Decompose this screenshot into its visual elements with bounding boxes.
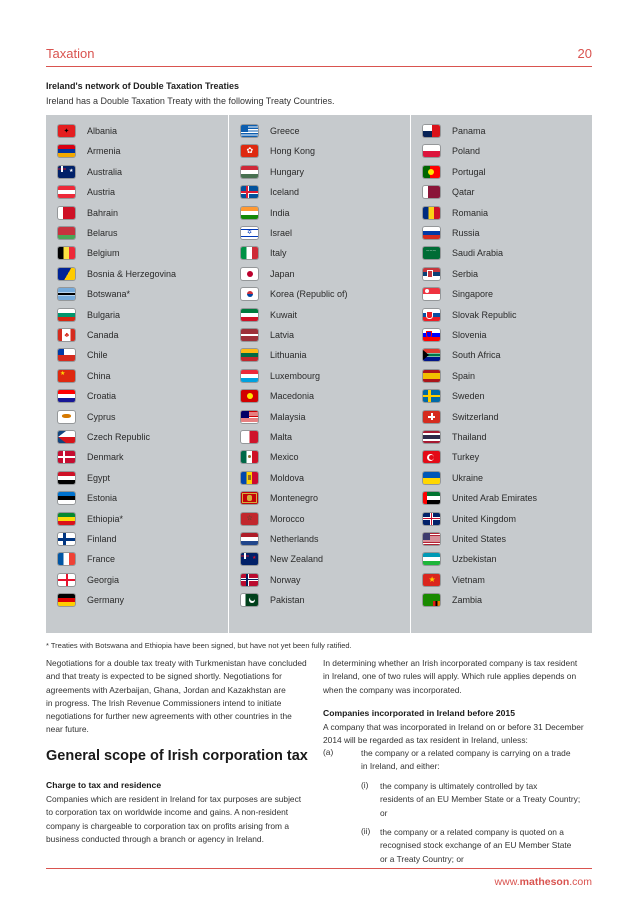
country-name: Montenegro (270, 493, 319, 504)
country-name: Uzbekistan (452, 554, 497, 565)
vietnam-flag-icon: ★ (423, 574, 440, 586)
country-name: Finland (87, 534, 117, 544)
treaty-country-row (229, 223, 411, 243)
ethiopia-flag-icon (58, 513, 75, 525)
mexico-flag-icon (241, 451, 258, 463)
treaty-country-row (229, 468, 411, 488)
botswana-flag-icon (58, 288, 75, 300)
country-name: Latvia (270, 330, 295, 340)
treaty-country-row (411, 121, 593, 141)
treaty-country-row (46, 570, 228, 590)
treaty-column (410, 115, 593, 633)
treaty-country-row (229, 162, 411, 182)
country-name: Hungary (270, 166, 305, 177)
treaty-country-row (411, 570, 593, 590)
pakistan-flag-icon (241, 594, 258, 606)
austria-flag-icon (58, 186, 75, 198)
australia-flag-icon: ★ (58, 166, 75, 178)
country-name: Canada (87, 330, 119, 340)
country-name: Slovenia (452, 330, 487, 340)
treaty-country-row (46, 488, 228, 508)
page-number: 20 (577, 46, 592, 61)
companies-before-2015-subheading: Companies incorporated in Ireland before 2015 (323, 708, 515, 718)
treaty-country-row (46, 325, 228, 345)
country-name: Greece (270, 126, 300, 136)
negotiations-line: Negotiations for a double tax treaty with Turkmenistan have concluded (46, 658, 307, 668)
negotiations-line: and that treaty is expected to be signed shortly. Negotiations for (46, 671, 282, 682)
bulgaria-flag-icon (58, 309, 75, 321)
treaty-country-row (46, 182, 228, 202)
treaty-country-row (229, 141, 411, 161)
treaty-country-row (229, 407, 411, 427)
treaty-country-row (229, 305, 411, 325)
macedonia-flag-icon (241, 390, 258, 402)
treaty-country-row (411, 468, 593, 488)
treaty-country-row (229, 529, 411, 549)
country-name: Turkey (452, 452, 480, 463)
estonia-flag-icon (58, 492, 75, 504)
item-a-label: (a) (323, 747, 334, 757)
treaty-country-row (411, 284, 593, 304)
treaty-country-row (46, 345, 228, 365)
treaty-country-row (46, 529, 228, 549)
treaty-country-row (229, 427, 411, 447)
czech-flag-icon (58, 431, 75, 443)
country-name: Armenia (87, 146, 121, 157)
treaty-country-row (411, 529, 593, 549)
pre-2015-rule-paragraph (323, 721, 593, 748)
greece-flag-icon (241, 125, 258, 137)
country-name: Malta (270, 432, 293, 442)
treaty-country-row (411, 264, 593, 284)
country-name: Serbia (452, 268, 479, 279)
treaty-country-row (229, 345, 411, 365)
negotiations-line: near future. (46, 724, 89, 735)
country-name: Croatia (87, 391, 117, 402)
qatar-flag-icon (423, 186, 440, 198)
treaty-country-row (411, 447, 593, 467)
treaty-country-row (229, 121, 411, 141)
hong-kong-flag-icon: ✿ (241, 145, 258, 157)
country-name: Switzerland (452, 411, 499, 422)
treaty-country-row (229, 509, 411, 529)
slovakia-flag-icon (423, 309, 440, 321)
country-name: South Africa (452, 350, 501, 361)
treaty-country-row (411, 182, 593, 202)
treaty-country-row (46, 509, 228, 529)
country-name: Qatar (452, 187, 475, 198)
usa-flag-icon (423, 533, 440, 545)
thailand-flag-icon (423, 431, 440, 443)
finland-flag-icon (58, 533, 75, 545)
country-name: Vietnam (452, 574, 485, 585)
switzerland-flag-icon (423, 411, 440, 423)
determining-line: in Ireland, one of two rules will apply. Which rule applies depends on (323, 671, 577, 682)
treaty-column (228, 115, 411, 633)
moldova-flag-icon (241, 472, 258, 484)
romania-flag-icon (423, 207, 440, 219)
country-name: Bulgaria (87, 309, 121, 320)
iceland-flag-icon (241, 186, 258, 198)
cyprus-flag-icon (58, 411, 75, 423)
determining-line: when the company was incorporated. (323, 684, 462, 695)
treaty-country-row (229, 203, 411, 223)
header-section-title: Taxation (46, 46, 95, 61)
country-name: Malaysia (270, 411, 306, 422)
poland-flag-icon (423, 145, 440, 157)
negotiations-line: in progress. The Irish Revenue Commissioners intend to initiate (46, 697, 282, 708)
country-name: Australia (87, 166, 123, 177)
country-name: Czech Republic (87, 432, 151, 442)
italy-flag-icon (241, 247, 258, 259)
residence-paragraph (46, 793, 308, 846)
country-name: Hong Kong (270, 146, 316, 157)
treaty-country-row (229, 488, 411, 508)
india-flag-icon (241, 207, 258, 219)
country-name: Moldova (270, 472, 305, 483)
treaty-country-row (229, 366, 411, 386)
treaty-country-row (46, 305, 228, 325)
treaty-country-row (46, 162, 228, 182)
treaty-country-row (46, 407, 228, 427)
determining-line: In determining whether an Irish incorporated company is tax resident (323, 658, 578, 668)
country-name: United Arab Emirates (452, 493, 538, 504)
treaty-country-row (46, 284, 228, 304)
luxembourg-flag-icon (241, 370, 258, 382)
china-flag-icon: ★ (58, 370, 75, 382)
general-scope-heading: General scope of Irish corporation tax (46, 748, 308, 764)
treaty-country-row (411, 243, 593, 263)
germany-flag-icon (58, 594, 75, 606)
treaty-country-row (411, 162, 593, 182)
zambia-flag-icon (423, 594, 440, 606)
treaty-country-row (46, 447, 228, 467)
croatia-flag-icon (58, 390, 75, 402)
slovenia-flag-icon (423, 329, 440, 341)
header-divider (46, 66, 592, 67)
new-zealand-flag-icon: ★ (241, 553, 258, 565)
armenia-flag-icon (58, 145, 75, 157)
treaty-country-row (411, 488, 593, 508)
chile-flag-icon (58, 349, 75, 361)
norway-flag-icon (241, 574, 258, 586)
item-i-text (380, 780, 593, 820)
country-name: Portugal (452, 166, 486, 177)
saudi-arabia-flag-icon: ∽∽∽ (423, 247, 440, 259)
residence-line: company is chargeable to corporation tax on profits arising from a (46, 820, 289, 831)
treaty-country-row (229, 549, 411, 569)
treaty-column (46, 115, 228, 633)
country-name: Slovak Republic (452, 309, 517, 320)
negotiations-line: agreements with Azerbaijan, Ghana, Jordan and Kazakhstan are (46, 684, 286, 695)
treaty-country-row (411, 305, 593, 325)
treaty-country-row (46, 264, 228, 284)
country-name: Kuwait (270, 309, 298, 320)
country-name: Ethiopia* (87, 513, 124, 524)
treaty-country-row (411, 345, 593, 365)
country-name: Botswana* (87, 289, 131, 300)
france-flag-icon (58, 553, 75, 565)
treaty-country-row (229, 386, 411, 406)
item-i-line: the company is ultimately controlled by tax (380, 781, 538, 791)
singapore-flag-icon (423, 288, 440, 300)
country-name: Germany (87, 595, 125, 606)
item-i-label: (i) (361, 780, 369, 790)
netherlands-flag-icon (241, 533, 258, 545)
malaysia-flag-icon (241, 411, 258, 423)
country-name: Estonia (87, 493, 118, 504)
country-name: Macedonia (270, 391, 315, 402)
footer-divider (46, 868, 592, 869)
country-name: Chile (87, 350, 108, 361)
website-link[interactable]: www.matheson.com (494, 876, 592, 888)
country-name: Ukraine (452, 472, 484, 483)
treaty-country-row (46, 468, 228, 488)
item-i-line: or (380, 807, 388, 818)
country-name: Bosnia & Herzegovina (87, 268, 177, 279)
country-name: Italy (270, 248, 287, 259)
spain-flag-icon (423, 370, 440, 382)
malta-flag-icon (241, 431, 258, 443)
country-name: New Zealand (270, 554, 324, 565)
residence-line: Companies which are resident in Ireland for tax purposes are subject (46, 794, 302, 804)
canada-flag-icon: ♣ (58, 329, 75, 341)
item-a-line: the company or a related company is carrying on a trade (361, 748, 571, 758)
treaty-country-row (411, 223, 593, 243)
country-name: United Kingdom (452, 513, 517, 524)
country-name: Zambia (452, 595, 483, 606)
russia-flag-icon (423, 227, 440, 239)
treaties-intro: Ireland has a Double Taxation Treaty with the following Treaty Countries. (46, 96, 335, 106)
south-africa-flag-icon (423, 349, 440, 361)
residence-line: to corporation tax on worldwide income and gains. A non-resident (46, 807, 289, 818)
treaty-country-row (411, 427, 593, 447)
treaty-country-row (411, 386, 593, 406)
treaty-country-row (411, 509, 593, 529)
country-name: Egypt (87, 472, 111, 483)
treaty-country-row (46, 386, 228, 406)
country-name: Mexico (270, 452, 299, 463)
country-name: Belarus (87, 228, 118, 238)
country-name: Denmark (87, 452, 124, 463)
treaty-country-row (229, 447, 411, 467)
country-name: Sweden (452, 391, 485, 402)
item-ii-line: the company or a related company is quoted on a (380, 827, 564, 837)
treaties-heading: Ireland's network of Double Taxation Treaties (46, 81, 240, 91)
country-name: Poland (452, 146, 481, 157)
albania-flag-icon: ✦ (58, 125, 75, 137)
treaty-country-row (411, 141, 593, 161)
country-name: India (270, 207, 290, 218)
country-name: France (87, 554, 116, 565)
sweden-flag-icon (423, 390, 440, 402)
treaty-country-row (229, 284, 411, 304)
item-ii-text (380, 826, 593, 866)
country-name: Pakistan (270, 595, 305, 606)
item-ii-label: (ii) (361, 826, 371, 836)
pre-2015-line: 2014 will be regarded as tax resident in Ireland, unless: (323, 735, 528, 746)
country-name: Austria (87, 187, 116, 198)
kuwait-flag-icon (241, 309, 258, 321)
lithuania-flag-icon (241, 349, 258, 361)
country-name: Spain (452, 370, 476, 381)
country-name: China (87, 370, 111, 381)
bosnia-flag-icon (58, 268, 75, 280)
country-name: Netherlands (270, 534, 319, 544)
treaty-country-row (46, 121, 228, 141)
country-name: Singapore (452, 289, 494, 300)
country-name: Thailand (452, 432, 487, 442)
serbia-flag-icon (423, 268, 440, 280)
country-name: Albania (87, 126, 118, 136)
treaty-country-row (229, 243, 411, 263)
treaty-country-row (411, 407, 593, 427)
treaty-country-row (229, 570, 411, 590)
item-i-line: residents of an EU Member State or a Treaty Country; (380, 794, 581, 805)
country-name: Belgium (87, 248, 120, 259)
item-a-text (361, 747, 593, 774)
item-ii-line: recognised stock exchange of an EU Member State (380, 840, 572, 851)
country-name: Korea (Republic of) (270, 289, 348, 300)
morocco-flag-icon: ☆ (241, 513, 258, 525)
turkey-flag-icon (423, 451, 440, 463)
korea-flag-icon (241, 288, 258, 300)
country-name: Bahrain (87, 207, 119, 218)
panama-flag-icon (423, 125, 440, 137)
treaty-country-row (46, 243, 228, 263)
country-name: United States (452, 534, 507, 544)
treaty-country-row (229, 325, 411, 345)
country-name: Romania (452, 207, 489, 218)
country-name: Lithuania (270, 350, 307, 361)
belgium-flag-icon (58, 247, 75, 259)
treaty-country-row (46, 549, 228, 569)
treaty-countries-table (46, 115, 592, 633)
country-name: Saudi Arabia (452, 248, 504, 259)
treaty-country-row (46, 590, 228, 610)
uk-flag-icon (423, 513, 440, 525)
uae-flag-icon (423, 492, 440, 504)
treaty-country-row (411, 366, 593, 386)
egypt-flag-icon (58, 472, 75, 484)
treaty-country-row (229, 590, 411, 610)
treaty-country-row (46, 366, 228, 386)
bahrain-flag-icon (58, 207, 75, 219)
charge-to-tax-subheading: Charge to tax and residence (46, 780, 162, 790)
country-name: Norway (270, 574, 301, 585)
georgia-flag-icon (58, 574, 75, 586)
treaty-country-row (411, 325, 593, 345)
japan-flag-icon (241, 268, 258, 280)
treaty-country-row (411, 549, 593, 569)
country-name: Luxembourg (270, 370, 321, 381)
treaty-country-row (46, 427, 228, 447)
portugal-flag-icon (423, 166, 440, 178)
treaty-country-row (411, 203, 593, 223)
denmark-flag-icon (58, 451, 75, 463)
country-name: Russia (452, 228, 480, 238)
ukraine-flag-icon (423, 472, 440, 484)
negotiations-paragraph (46, 657, 308, 737)
residence-line: business conducted through a branch or agency in Ireland. (46, 833, 264, 844)
belarus-flag-icon (58, 227, 75, 239)
treaty-country-row (229, 182, 411, 202)
country-name: Iceland (270, 187, 300, 198)
country-name: Japan (270, 268, 295, 279)
treaty-country-row (46, 141, 228, 161)
hungary-flag-icon (241, 166, 258, 178)
treaty-country-row (411, 590, 593, 610)
uzbekistan-flag-icon (423, 553, 440, 565)
negotiations-line: negotiations for further new agreements with other countries in the (46, 711, 292, 722)
treaties-footnote: * Treaties with Botswana and Ethiopia have been signed, but have not yet been fully ratified. (46, 641, 352, 650)
country-name: Panama (452, 126, 486, 136)
treaty-country-row (46, 203, 228, 223)
montenegro-flag-icon (241, 492, 258, 504)
country-name: Israel (270, 228, 293, 238)
treaty-country-row (46, 223, 228, 243)
israel-flag-icon: ✡ (241, 227, 258, 239)
country-name: Georgia (87, 574, 120, 585)
determining-residence-paragraph (323, 657, 593, 697)
country-name: Cyprus (87, 411, 116, 422)
pre-2015-line: A company that was incorporated in Ireland on or before 31 December (323, 722, 584, 732)
treaty-country-row (229, 264, 411, 284)
item-a-line: in Ireland, and either: (361, 761, 440, 772)
country-name: Morocco (270, 513, 305, 524)
latvia-flag-icon (241, 329, 258, 341)
item-ii-line: or a Treaty Country; or (380, 853, 464, 864)
